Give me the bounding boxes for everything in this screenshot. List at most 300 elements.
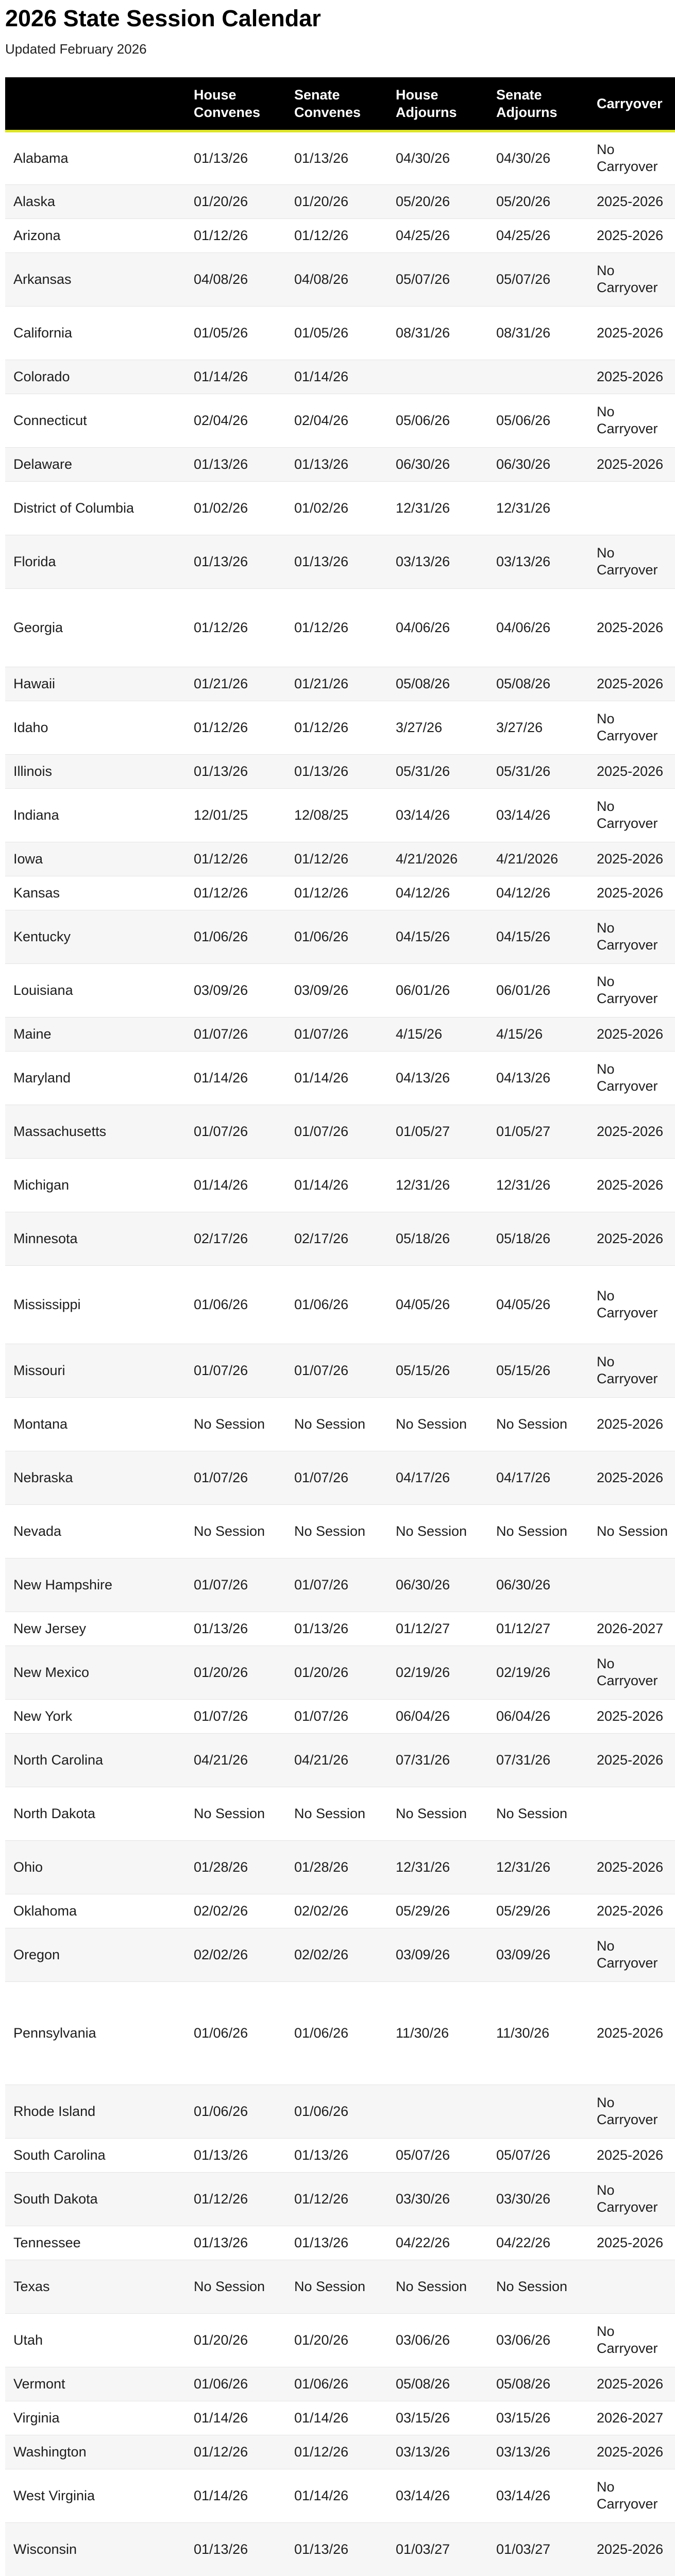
house-adjourns-cell: 4/21/2026	[387, 842, 488, 876]
carryover-cell: No Carryover	[588, 1928, 675, 1981]
table-row	[5, 184, 675, 218]
senate-adjourns-cell: 05/15/26	[488, 1344, 588, 1397]
table-row	[5, 1981, 675, 2084]
header-row	[5, 77, 675, 131]
state-name-cell: Minnesota	[5, 1212, 185, 1265]
house-convenes-cell: 04/08/26	[185, 252, 286, 306]
table-body	[5, 131, 675, 2576]
house-convenes-cell: 01/20/26	[185, 184, 286, 218]
state-name-cell: Nevada	[5, 1504, 185, 1558]
senate-convenes-cell: 01/07/26	[286, 1451, 387, 1504]
state-name-cell: Connecticut	[5, 394, 185, 447]
table-row	[5, 1397, 675, 1451]
carryover-cell: 2025-2026	[588, 447, 675, 481]
table-row	[5, 306, 675, 360]
state-name-cell: Nebraska	[5, 1451, 185, 1504]
house-adjourns-cell: 06/30/26	[387, 447, 488, 481]
table-row	[5, 876, 675, 910]
senate-convenes-cell: 01/13/26	[286, 131, 387, 184]
carryover-cell: No Carryover	[588, 1344, 675, 1397]
state-name-cell: Hawaii	[5, 667, 185, 701]
senate-convenes-cell: 01/28/26	[286, 1840, 387, 1894]
senate-adjourns-cell: 03/06/26	[488, 2313, 588, 2367]
senate-adjourns-cell: 04/25/26	[488, 218, 588, 252]
house-convenes-cell: 01/13/26	[185, 2226, 286, 2260]
carryover-cell	[588, 481, 675, 535]
house-convenes-cell: 01/14/26	[185, 2401, 286, 2435]
carryover-cell: 2025-2026	[588, 876, 675, 910]
senate-adjourns-cell	[488, 360, 588, 394]
table-row	[5, 2522, 675, 2576]
senate-convenes-cell: No Session	[286, 1397, 387, 1451]
house-adjourns-cell: 04/05/26	[387, 1265, 488, 1344]
house-convenes-cell: 04/21/26	[185, 1733, 286, 1787]
senate-convenes-cell: 01/06/26	[286, 2084, 387, 2138]
table-row	[5, 1212, 675, 1265]
house-convenes-cell: 01/20/26	[185, 2313, 286, 2367]
carryover-cell: 2025-2026	[588, 1451, 675, 1504]
house-convenes-cell: 01/21/26	[185, 667, 286, 701]
senate-adjourns-cell: 05/07/26	[488, 252, 588, 306]
senate-adjourns-cell: 11/30/26	[488, 1981, 588, 2084]
table-row	[5, 1265, 675, 1344]
senate-convenes-cell: 01/14/26	[286, 1158, 387, 1212]
carryover-cell: 2025-2026	[588, 1017, 675, 1051]
table-row	[5, 1504, 675, 1558]
table-row	[5, 394, 675, 447]
senate-convenes-cell: 01/14/26	[286, 2469, 387, 2522]
house-convenes-cell: 01/12/26	[185, 842, 286, 876]
table-header	[5, 77, 675, 131]
house-convenes-cell: 01/07/26	[185, 1105, 286, 1158]
senate-convenes-cell: 01/12/26	[286, 2435, 387, 2469]
senate-adjourns-cell: 06/01/26	[488, 963, 588, 1017]
table-row	[5, 754, 675, 788]
house-adjourns-cell: 3/27/26	[387, 701, 488, 754]
house-adjourns-cell: 05/07/26	[387, 2138, 488, 2172]
state-name-cell: Mississippi	[5, 1265, 185, 1344]
senate-adjourns-header: Senate Adjourns	[488, 77, 588, 131]
table-row	[5, 667, 675, 701]
senate-adjourns-cell: 12/31/26	[488, 481, 588, 535]
senate-convenes-cell: 01/07/26	[286, 1017, 387, 1051]
house-adjourns-cell	[387, 360, 488, 394]
table-row	[5, 910, 675, 963]
house-convenes-cell: 01/06/26	[185, 1265, 286, 1344]
state-name-cell: Alabama	[5, 131, 185, 184]
house-convenes-cell: 01/02/26	[185, 481, 286, 535]
carryover-header: Carryover	[588, 77, 675, 131]
house-adjourns-cell: 04/17/26	[387, 1451, 488, 1504]
house-adjourns-cell: 06/01/26	[387, 963, 488, 1017]
house-adjourns-cell: 07/31/26	[387, 1733, 488, 1787]
house-convenes-cell: 01/12/26	[185, 588, 286, 667]
senate-adjourns-cell: 05/20/26	[488, 184, 588, 218]
carryover-cell: No Carryover	[588, 1646, 675, 1699]
state-name-cell: Oregon	[5, 1928, 185, 1981]
state-name-cell: Delaware	[5, 447, 185, 481]
house-adjourns-cell: 05/08/26	[387, 2367, 488, 2401]
senate-convenes-cell: 01/02/26	[286, 481, 387, 535]
carryover-cell	[588, 1558, 675, 1612]
senate-convenes-cell: 01/07/26	[286, 1344, 387, 1397]
senate-convenes-cell: 01/12/26	[286, 2172, 387, 2226]
senate-adjourns-cell: 07/31/26	[488, 1733, 588, 1787]
house-convenes-cell: 01/14/26	[185, 360, 286, 394]
senate-adjourns-cell	[488, 2084, 588, 2138]
table-row	[5, 1840, 675, 1894]
table-row	[5, 2084, 675, 2138]
carryover-cell: 2026-2027	[588, 1612, 675, 1646]
senate-adjourns-cell: 05/07/26	[488, 2138, 588, 2172]
table-row	[5, 1344, 675, 1397]
house-adjourns-cell: 06/04/26	[387, 1699, 488, 1733]
state-name-cell: California	[5, 306, 185, 360]
state-name-cell: Kansas	[5, 876, 185, 910]
senate-adjourns-cell: 4/15/26	[488, 1017, 588, 1051]
house-adjourns-cell: 03/30/26	[387, 2172, 488, 2226]
senate-convenes-cell: 02/04/26	[286, 394, 387, 447]
senate-adjourns-cell: 05/29/26	[488, 1894, 588, 1928]
house-adjourns-cell: 04/12/26	[387, 876, 488, 910]
senate-adjourns-cell: 03/30/26	[488, 2172, 588, 2226]
table-row	[5, 1699, 675, 1733]
house-adjourns-cell: 05/29/26	[387, 1894, 488, 1928]
state-name-cell: Montana	[5, 1397, 185, 1451]
house-adjourns-cell: No Session	[387, 1787, 488, 1840]
house-adjourns-cell: 01/05/27	[387, 1105, 488, 1158]
state-name-cell: Florida	[5, 535, 185, 588]
senate-adjourns-cell: 06/30/26	[488, 447, 588, 481]
house-convenes-cell: 01/28/26	[185, 1840, 286, 1894]
state-name-cell: Arizona	[5, 218, 185, 252]
senate-adjourns-cell: 12/31/26	[488, 1158, 588, 1212]
senate-adjourns-cell: 04/17/26	[488, 1451, 588, 1504]
senate-adjourns-cell: 06/04/26	[488, 1699, 588, 1733]
house-convenes-cell: 01/07/26	[185, 1344, 286, 1397]
state-name-cell: New Mexico	[5, 1646, 185, 1699]
table-row	[5, 1017, 675, 1051]
state-name-cell: District of Columbia	[5, 481, 185, 535]
senate-convenes-cell: 04/21/26	[286, 1733, 387, 1787]
state-name-cell: Michigan	[5, 1158, 185, 1212]
senate-convenes-cell: 01/20/26	[286, 2313, 387, 2367]
senate-adjourns-cell: 01/12/27	[488, 1612, 588, 1646]
table-row	[5, 1733, 675, 1787]
house-adjourns-header: House Adjourns	[387, 77, 488, 131]
carryover-cell: 2025-2026	[588, 2226, 675, 2260]
senate-convenes-cell: 01/13/26	[286, 2138, 387, 2172]
state-name-cell: Alaska	[5, 184, 185, 218]
table-row	[5, 2172, 675, 2226]
senate-convenes-cell: 01/13/26	[286, 754, 387, 788]
table-row	[5, 1558, 675, 1612]
house-adjourns-cell: 01/12/27	[387, 1612, 488, 1646]
carryover-cell: No Carryover	[588, 910, 675, 963]
state-name-cell: Maryland	[5, 1051, 185, 1105]
house-convenes-cell: 01/06/26	[185, 2367, 286, 2401]
carryover-cell: 2025-2026	[588, 2435, 675, 2469]
state-name-cell: New York	[5, 1699, 185, 1733]
senate-convenes-cell: 01/14/26	[286, 360, 387, 394]
senate-convenes-cell: 12/08/25	[286, 788, 387, 842]
senate-convenes-cell: 01/07/26	[286, 1105, 387, 1158]
carryover-cell: No Carryover	[588, 1051, 675, 1105]
carryover-cell: 2025-2026	[588, 842, 675, 876]
house-convenes-cell: 02/17/26	[185, 1212, 286, 1265]
senate-adjourns-cell: 04/30/26	[488, 131, 588, 184]
carryover-cell: No Carryover	[588, 252, 675, 306]
senate-convenes-cell: 01/06/26	[286, 1981, 387, 2084]
house-convenes-cell: No Session	[185, 1504, 286, 1558]
state-name-cell: Indiana	[5, 788, 185, 842]
house-adjourns-cell: 12/31/26	[387, 1840, 488, 1894]
senate-adjourns-cell: 06/30/26	[488, 1558, 588, 1612]
senate-convenes-cell: 01/12/26	[286, 218, 387, 252]
senate-adjourns-cell: No Session	[488, 1397, 588, 1451]
carryover-cell: No Carryover	[588, 2172, 675, 2226]
senate-convenes-cell: No Session	[286, 1787, 387, 1840]
senate-convenes-cell: 01/06/26	[286, 910, 387, 963]
senate-adjourns-cell: 03/13/26	[488, 2435, 588, 2469]
table-row	[5, 1928, 675, 1981]
carryover-cell: 2025-2026	[588, 1397, 675, 1451]
state-name-cell: North Carolina	[5, 1733, 185, 1787]
senate-convenes-cell: 01/13/26	[286, 447, 387, 481]
table-row	[5, 1894, 675, 1928]
senate-convenes-cell: 01/13/26	[286, 2226, 387, 2260]
table-row	[5, 1158, 675, 1212]
house-adjourns-cell: 05/07/26	[387, 252, 488, 306]
senate-convenes-cell: 01/13/26	[286, 2522, 387, 2576]
house-adjourns-cell: 05/06/26	[387, 394, 488, 447]
state-name-cell: Kentucky	[5, 910, 185, 963]
house-convenes-cell: 01/13/26	[185, 1612, 286, 1646]
house-convenes-cell: No Session	[185, 1397, 286, 1451]
table-container[interactable]	[5, 77, 668, 2576]
state-name-cell: Iowa	[5, 842, 185, 876]
session-calendar-table	[5, 77, 675, 2576]
house-convenes-cell: 01/06/26	[185, 910, 286, 963]
table-row	[5, 2226, 675, 2260]
senate-adjourns-cell: 4/21/2026	[488, 842, 588, 876]
senate-adjourns-cell: 03/14/26	[488, 788, 588, 842]
house-convenes-cell: 12/01/25	[185, 788, 286, 842]
house-adjourns-cell: 03/14/26	[387, 2469, 488, 2522]
state-name-cell: Washington	[5, 2435, 185, 2469]
table-row	[5, 2138, 675, 2172]
senate-adjourns-cell: 05/08/26	[488, 667, 588, 701]
table-row	[5, 788, 675, 842]
table-row	[5, 2260, 675, 2313]
house-convenes-cell: 01/14/26	[185, 1051, 286, 1105]
house-convenes-cell: 01/07/26	[185, 1451, 286, 1504]
state-name-cell: South Dakota	[5, 2172, 185, 2226]
senate-convenes-cell: 04/08/26	[286, 252, 387, 306]
state-column-header	[5, 77, 185, 131]
carryover-cell: No Carryover	[588, 701, 675, 754]
senate-convenes-cell: 01/13/26	[286, 535, 387, 588]
house-adjourns-cell: 05/18/26	[387, 1212, 488, 1265]
house-adjourns-cell: 04/15/26	[387, 910, 488, 963]
carryover-cell: 2025-2026	[588, 1158, 675, 1212]
house-convenes-cell: 02/02/26	[185, 1894, 286, 1928]
state-name-cell: Utah	[5, 2313, 185, 2367]
carryover-cell: 2025-2026	[588, 2138, 675, 2172]
senate-adjourns-cell: 03/09/26	[488, 1928, 588, 1981]
table-row	[5, 1451, 675, 1504]
carryover-cell	[588, 2260, 675, 2313]
house-convenes-cell: 01/13/26	[185, 535, 286, 588]
senate-convenes-cell: 01/14/26	[286, 1051, 387, 1105]
senate-adjourns-cell: No Session	[488, 2260, 588, 2313]
state-name-cell: Massachusetts	[5, 1105, 185, 1158]
house-adjourns-cell: No Session	[387, 2260, 488, 2313]
house-convenes-cell: 01/05/26	[185, 306, 286, 360]
senate-adjourns-cell: No Session	[488, 1504, 588, 1558]
senate-adjourns-cell: 04/12/26	[488, 876, 588, 910]
page-title: 2026 State Session Calendar	[5, 5, 321, 31]
house-convenes-cell: 01/14/26	[185, 2469, 286, 2522]
house-adjourns-cell: 08/31/26	[387, 306, 488, 360]
state-name-cell: South Carolina	[5, 2138, 185, 2172]
senate-convenes-cell: 01/12/26	[286, 588, 387, 667]
house-convenes-cell: 01/12/26	[185, 2435, 286, 2469]
table-row	[5, 218, 675, 252]
house-adjourns-cell: 02/19/26	[387, 1646, 488, 1699]
house-adjourns-cell: 01/03/27	[387, 2522, 488, 2576]
senate-adjourns-cell: 04/13/26	[488, 1051, 588, 1105]
table-row	[5, 2313, 675, 2367]
table-row	[5, 963, 675, 1017]
house-convenes-cell: 01/07/26	[185, 1017, 286, 1051]
house-convenes-cell: 01/12/26	[185, 701, 286, 754]
senate-adjourns-cell: 05/18/26	[488, 1212, 588, 1265]
senate-adjourns-cell: 08/31/26	[488, 306, 588, 360]
state-name-cell: Vermont	[5, 2367, 185, 2401]
carryover-cell: 2025-2026	[588, 1699, 675, 1733]
house-convenes-cell: 01/13/26	[185, 131, 286, 184]
state-name-cell: Colorado	[5, 360, 185, 394]
state-name-cell: Virginia	[5, 2401, 185, 2435]
carryover-cell: No Carryover	[588, 535, 675, 588]
senate-convenes-cell: 01/21/26	[286, 667, 387, 701]
carryover-cell: No Carryover	[588, 2084, 675, 2138]
house-adjourns-cell: 03/14/26	[387, 788, 488, 842]
house-convenes-cell: 01/20/26	[185, 1646, 286, 1699]
carryover-cell: No Carryover	[588, 2313, 675, 2367]
house-convenes-cell: 01/13/26	[185, 2138, 286, 2172]
state-name-cell: Texas	[5, 2260, 185, 2313]
senate-adjourns-cell: 03/13/26	[488, 535, 588, 588]
state-name-cell: Georgia	[5, 588, 185, 667]
house-convenes-cell: 03/09/26	[185, 963, 286, 1017]
senate-adjourns-cell: 05/31/26	[488, 754, 588, 788]
page-subtitle: Updated February 2026	[5, 41, 147, 57]
carryover-cell: 2025-2026	[588, 1981, 675, 2084]
table-row	[5, 2435, 675, 2469]
state-name-cell: West Virginia	[5, 2469, 185, 2522]
table-row	[5, 447, 675, 481]
house-adjourns-cell: 12/31/26	[387, 1158, 488, 1212]
carryover-cell: 2026-2027	[588, 2401, 675, 2435]
table-row	[5, 131, 675, 184]
senate-convenes-cell: 01/07/26	[286, 1558, 387, 1612]
house-convenes-cell: No Session	[185, 2260, 286, 2313]
senate-convenes-cell: 02/02/26	[286, 1928, 387, 1981]
house-convenes-cell: 01/13/26	[185, 754, 286, 788]
carryover-cell: 2025-2026	[588, 667, 675, 701]
senate-convenes-cell: 03/09/26	[286, 963, 387, 1017]
table-row	[5, 360, 675, 394]
house-adjourns-cell: 05/31/26	[387, 754, 488, 788]
state-name-cell: Ohio	[5, 1840, 185, 1894]
state-name-cell: Louisiana	[5, 963, 185, 1017]
carryover-cell: 2025-2026	[588, 306, 675, 360]
house-convenes-cell: 01/13/26	[185, 447, 286, 481]
house-convenes-cell: 01/13/26	[185, 2522, 286, 2576]
state-name-cell: Missouri	[5, 1344, 185, 1397]
table-row	[5, 481, 675, 535]
senate-convenes-cell: 01/20/26	[286, 1646, 387, 1699]
house-convenes-cell: 01/07/26	[185, 1558, 286, 1612]
table-row	[5, 535, 675, 588]
state-name-cell: Maine	[5, 1017, 185, 1051]
senate-adjourns-cell: 01/03/27	[488, 2522, 588, 2576]
house-convenes-cell: 02/04/26	[185, 394, 286, 447]
house-adjourns-cell: 12/31/26	[387, 481, 488, 535]
senate-convenes-cell: 01/12/26	[286, 701, 387, 754]
house-adjourns-cell: No Session	[387, 1504, 488, 1558]
house-adjourns-cell: 11/30/26	[387, 1981, 488, 2084]
senate-convenes-cell: 01/05/26	[286, 306, 387, 360]
table-row	[5, 842, 675, 876]
carryover-cell: No Carryover	[588, 2469, 675, 2522]
carryover-cell: 2025-2026	[588, 588, 675, 667]
senate-adjourns-cell: 05/06/26	[488, 394, 588, 447]
table-row	[5, 1646, 675, 1699]
table-row	[5, 2469, 675, 2522]
house-adjourns-cell: No Session	[387, 1397, 488, 1451]
senate-convenes-cell: 01/12/26	[286, 842, 387, 876]
house-convenes-cell: 01/06/26	[185, 2084, 286, 2138]
house-convenes-cell: 01/12/26	[185, 876, 286, 910]
house-convenes-header: House Convenes	[185, 77, 286, 131]
house-adjourns-cell	[387, 2084, 488, 2138]
senate-convenes-cell: 02/17/26	[286, 1212, 387, 1265]
carryover-cell: 2025-2026	[588, 184, 675, 218]
senate-convenes-cell: 01/13/26	[286, 1612, 387, 1646]
senate-adjourns-cell: 03/15/26	[488, 2401, 588, 2435]
carryover-cell: 2025-2026	[588, 754, 675, 788]
state-name-cell: Oklahoma	[5, 1894, 185, 1928]
house-adjourns-cell: 04/13/26	[387, 1051, 488, 1105]
carryover-cell: 2025-2026	[588, 360, 675, 394]
table-row	[5, 1612, 675, 1646]
state-name-cell: North Dakota	[5, 1787, 185, 1840]
carryover-cell: 2025-2026	[588, 2367, 675, 2401]
state-name-cell: Arkansas	[5, 252, 185, 306]
house-convenes-cell: 01/07/26	[185, 1699, 286, 1733]
table-row	[5, 588, 675, 667]
house-adjourns-cell: 03/06/26	[387, 2313, 488, 2367]
state-name-cell: New Hampshire	[5, 1558, 185, 1612]
house-adjourns-cell: 06/30/26	[387, 1558, 488, 1612]
senate-adjourns-cell: 04/15/26	[488, 910, 588, 963]
state-name-cell: Tennessee	[5, 2226, 185, 2260]
house-convenes-cell: 01/12/26	[185, 218, 286, 252]
state-name-cell: Rhode Island	[5, 2084, 185, 2138]
